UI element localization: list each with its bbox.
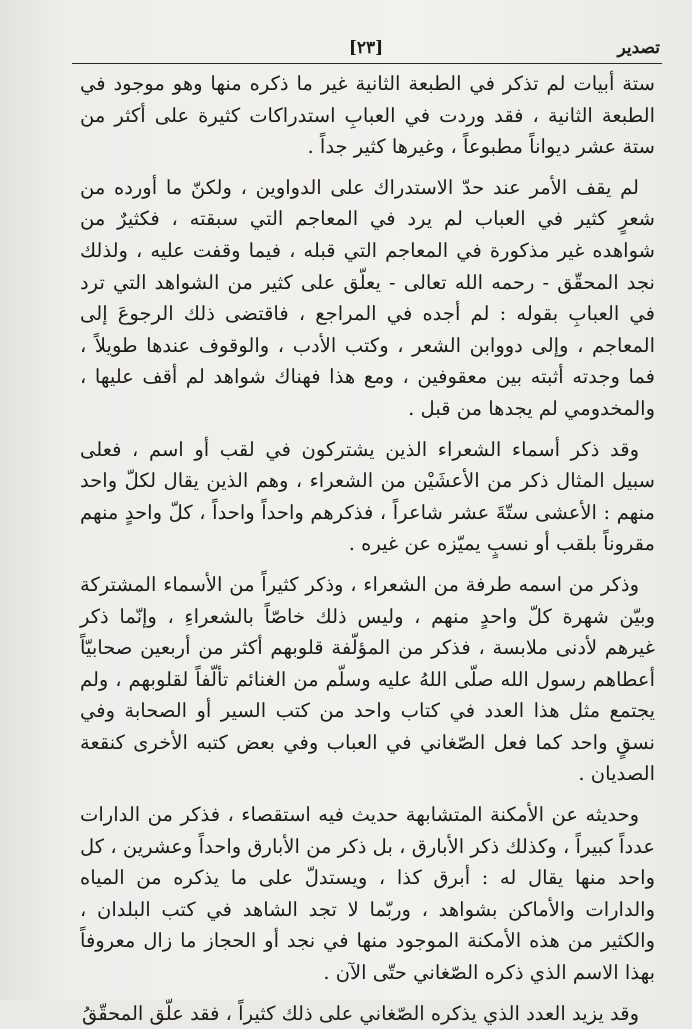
running-head: تصدير	[617, 38, 660, 58]
header-rule	[72, 63, 662, 64]
paragraph-6: وقد يزيد العدد الذي يذكره الصّغاني على ذلك كثيراً ، فقد علّق المحقّقُ	[81, 1001, 639, 1025]
page-header	[72, 38, 660, 62]
paragraph-5: وحديثه عن الأمكنة المتشابهة حديث فيه استقصاء ، فذكر من الدارات عدداً كبيراً ، وكذلك ذكر الأبارق ، بل ذكر من الأبارق واحداً وعشرين ، كل واحد منها يقال له : أبرق كذا ، ويستدلّ على ما يذكره من المياه والدارات والأماكن بشواهد ، وربّما لا تجد الشاهد في كتب البلدان ، والكثير من هذه الأمكنة الموجود منها في نجد أو الحجاز ما زال معروفاً بهذا الاسم الذي ذكره الصّغاني حتّى الآن .	[80, 803, 655, 985]
page-number: [٢٣]	[348, 38, 384, 58]
main-text	[80, 68, 655, 1029]
paragraph-4: وذكر من اسمه طرفة من الشعراء ، وذكر كثيراً من الأسماء المشتركة وبيّن شهرة كلّ واحدٍ منهم ، وليس ذلك خاصّاً بالشعراءِ ، وإنّما ذكر غيرهم لأدنى ملابسة ، فذكر من المؤلّفة قلوبهم أكثر من أربعين صحابيّاً أعطاهم رسول الله صلّى اللهُ عليه وسلّم من الغنائم تألّفاً لقلوبهم ، ولم يجتمع مثل هذا العدد في كتاب واحد من كتب السير أو الصحابة وفي نسقٍ واحد كما فعل الصّغاني في العباب وفي بعض كتبه الأخرى كنقعة الصديان .	[80, 572, 655, 786]
paragraph-1: ستة أبيات لم تذكر في الطبعة الثانية غير ما ذكره منها وهو موجود في الطبعة الثانية ، فقد وردت في العبابِ استدراكات كثيرة على أكثر من ستة عشر ديواناً مطبوعاً ، وغيرها كثير جداً .	[80, 72, 655, 159]
paragraph-3: وقد ذكر أسماء الشعراء الذين يشتركون في لقب أو اسم ، فعلى سبيل المثال ذكر من الأعشَيْن من الشعراء ، وهم الذين يقال لكلّ واحد منهم : الأعشى ستّةَ عشر شاعراً ، فذكرهم واحداً واحداً ، كلّ واحدٍ منهم مقروناً بلقب أو نسبٍ يميّزه عن غيره .	[80, 437, 655, 556]
paragraph-2: لم يقف الأمر عند حدّ الاستدراك على الدواوين ، ولكنّ ما أورده من شعرٍ كثير في العباب لم يرد في المعاجم التي سبقته ، فكثيرٌ من شواهده غير مذكورة في المعاجم التي قبله ، فيما وقفت عليه ، ولذلك نجد المحقّق - رحمه الله تعالى - يعلّق على كثير من الشواهد التي ترد في العبابِ بقوله : لم أجده في المراجع ، فاقتضى ذلك الرجوعَ إلى المعاجم ، وإلى دووابن الشعر ، وكتب الأدب ، والوقوف عندها طويلاً ، فما وجدته أثبته بين معقوفين ، ومع هذا فهناك شواهد لم أقف عليها ، والمخدومي لم يجدها من قبل .	[80, 175, 655, 420]
